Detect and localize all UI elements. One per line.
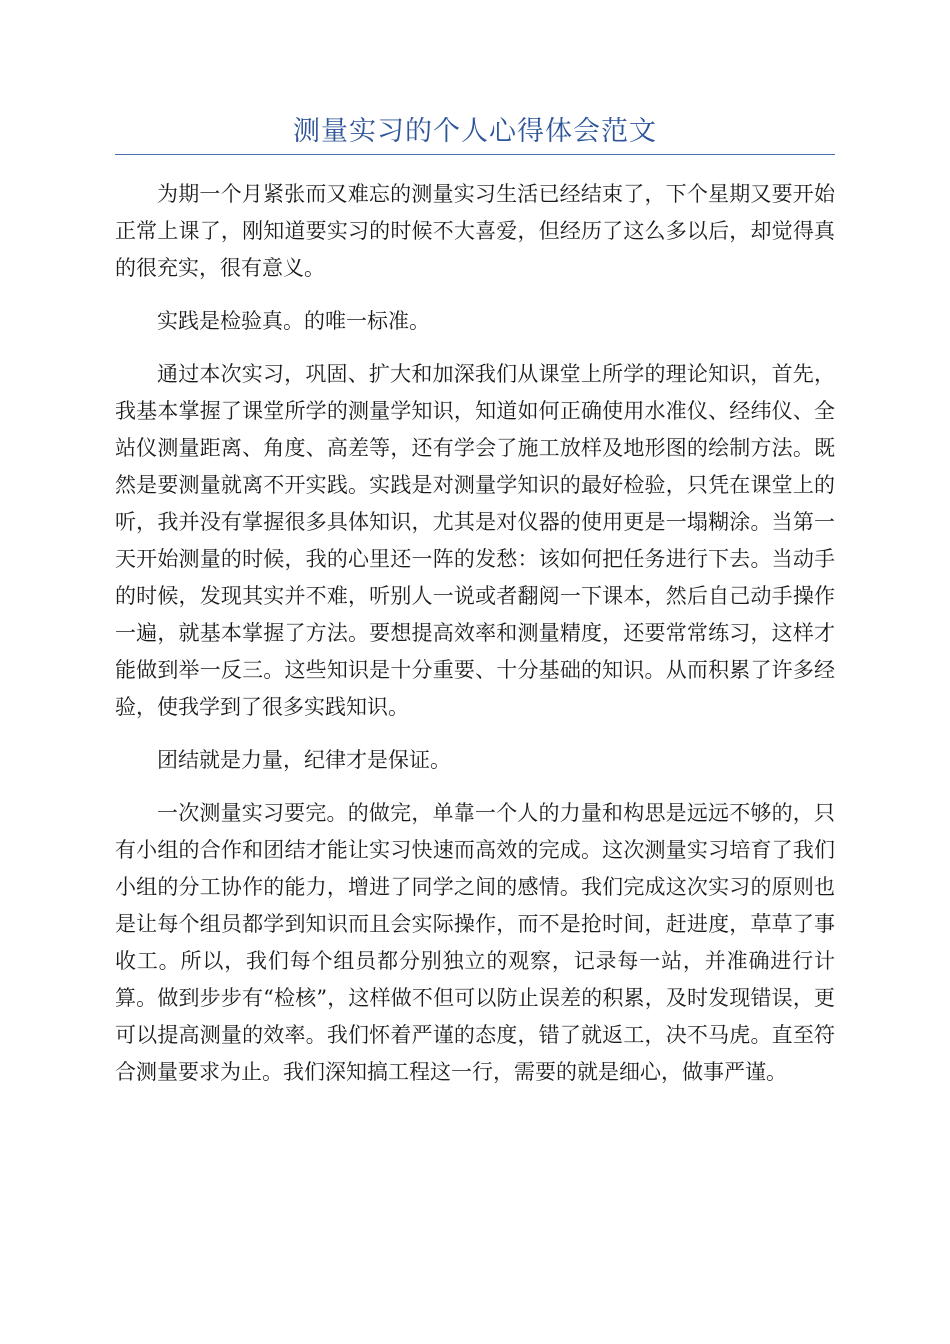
document-body: [115, 176, 835, 1107]
paragraph-intro: 为期一个月紧张而又难忘的测量实习生活已经结束了，下个星期又要开始正常上课了，刚知道要实习的时候不大喜爱，但经历了这么多以后，却觉得真的很充实，很有意义。: [115, 182, 835, 280]
document-title: 测量实习的个人心得体会范文: [293, 116, 657, 147]
title-underline: [115, 154, 835, 155]
paragraph-teamwork: 一次测量实习要完。的做完，单靠一个人的力量和构思是远远不够的，只有小组的合作和团结才能让实习快速而高效的完成。这次测量实习培育了我们小组的分工协作的能力，增进了同学之间的感情。我们完成这次实习的原则也是让每个组员都学到知识而且会实际操作，而不是抢时间，赶进度，草草了事收工。所以，我们每个组员都分别独立的观察，记录每一站，并准确进行计算。做到步步有“检核”，这样做不但可以防止误差的积累，及时发现错误，更可以提高测量的效率。我们怀着严谨的态度，错了就返工，决不马虎。直至符合测量要求为止。我们深知搞工程这一行，需要的就是细心，做事严谨。: [115, 801, 835, 1084]
paragraph-unity-heading: 团结就是力量，纪律才是保证。: [157, 748, 451, 772]
paragraph-knowledge: 通过本次实习，巩固、扩大和加深我们从课堂上所学的理论知识，首先，我基本掌握了课堂所学的测量学知识，知道如何正确使用水准仪、经纬仪、全站仪测量距离、角度、高差等，还有学会了施工放样及地形图的绘制方法。既然是要测量就离不开实践。实践是对测量学知识的最好检验，只凭在课堂上的听，我并没有掌握很多具体知识，尤其是对仪器的使用更是一塌糊涂。当第一天开始测量的时候，我的心里还一阵的发愁：该如何把任务进行下去。当动手的时候，发现其实并不难，听别人一说或者翻阅一下课本，然后自己动手操作一遍，就基本掌握了方法。要想提高效率和测量精度，还要常常练习，这样才能做到举一反三。这些知识是十分重要、十分基础的知识。从而积累了许多经验，使我学到了很多实践知识。: [115, 362, 835, 719]
paragraph-practice-heading: 实践是检验真。的唯一标准。: [157, 309, 430, 333]
